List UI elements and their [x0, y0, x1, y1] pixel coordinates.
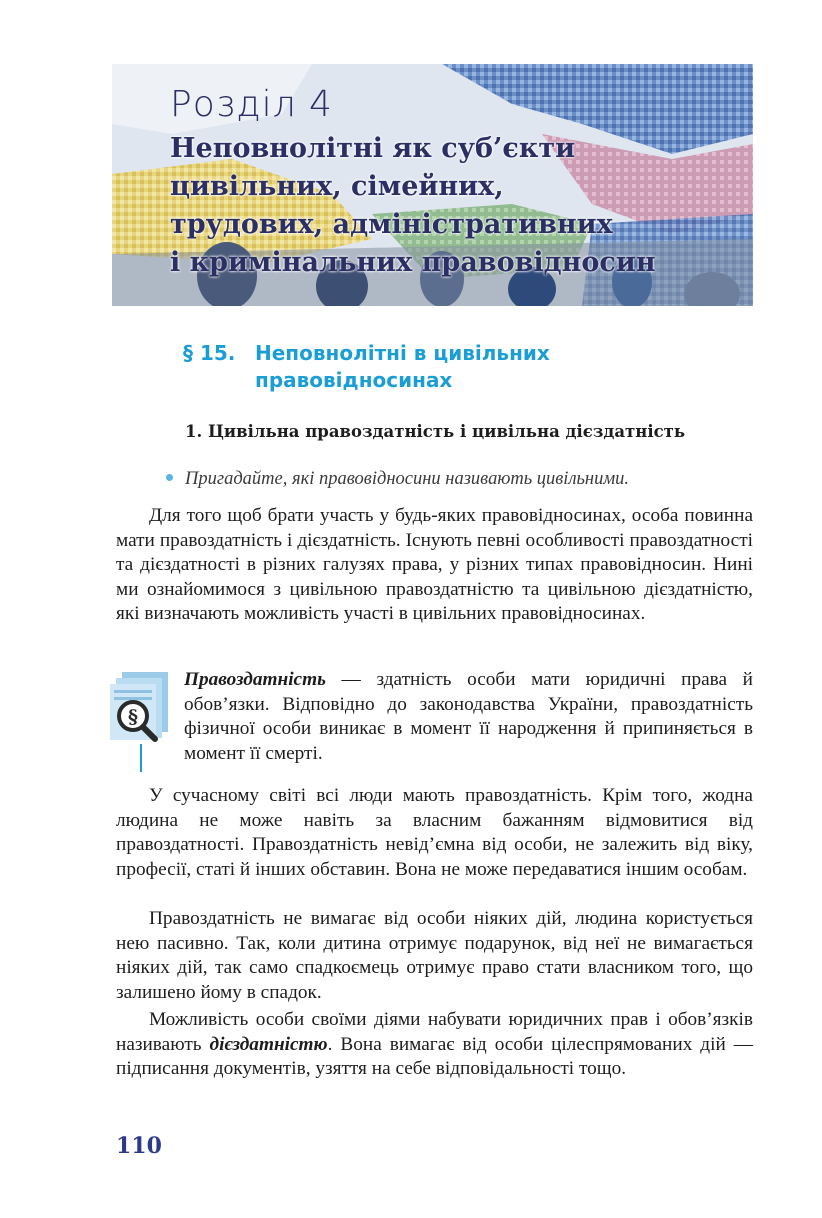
- page-number: 110: [116, 1133, 162, 1159]
- paragraph-modern-world: У сучасному світі всі люди мають правоздатність. Крім того, жодна людина не може навіть за власним бажанням відмовитися від правоздатності. Правоздатність невід’ємна від особи, не залежить від віку, професії, статі й інших обставин. Вона не може передаватися іншим особам.: [116, 785, 753, 880]
- bullet-dot-icon: [166, 474, 173, 481]
- section-title-line2: правовідносинах: [255, 368, 453, 392]
- section-heading: [183, 340, 663, 394]
- recall-prompt-text: Пригадайте, які правовідносини називають цивільними.: [185, 469, 630, 489]
- section-title-line1: Неповнолітні в цивільних: [255, 341, 550, 365]
- paragraph-passive: Правоздатність не вимагає від особи ніяких дій, людина користується нею пасивно. Так, коли дитина отримує подарунок, від неї не вимагається ніяких дій, так само спадкоємець отримує право стати власником того, що залишено йому в спадок.: [116, 908, 753, 1003]
- document-magnifier-icon: [108, 670, 172, 774]
- definition-block: [184, 668, 753, 766]
- chapter-banner: [112, 64, 753, 306]
- recall-prompt: [166, 469, 629, 490]
- paragraph-intro: Для того щоб брати участь у будь-яких правовідносинах, особа повинна мати правоздатність і дієздатність. Існують певні особливості правоздатності та дієздатності в різних галузях права, у різних типах правовідносин. Нині ми ознайомимося з цивільною правоздатністю та цивільною дієздатністю, які визначають можливість участі в цивільних правовідносинах.: [116, 505, 753, 625]
- definition-text: — здатність особи мати юридичні права й обов’язки. Відповідно до законодавства України, правоздатність фізичної особи виникає в момент її народження й припиняється в момент її смерті.: [184, 669, 753, 764]
- icon-section-sign: §: [128, 706, 138, 728]
- chapter-title: Неповнолітні як суб’єкти цивільних, сімейних, трудових, адміністративних і кримінальних правовідносин: [170, 133, 656, 278]
- paragraph-capacity-start: Можливість особи своїми діями набувати юридичних прав і обов’язків називають: [116, 1009, 753, 1055]
- section-number: § 15.: [183, 341, 236, 365]
- capacity-term: дієздатністю: [209, 1033, 328, 1055]
- subsection-heading: 1. Цивільна правоздатність і цивільна дієздатність: [185, 422, 686, 441]
- paragraph-capacity: [116, 1008, 753, 1082]
- chapter-label: Розділ 4: [170, 84, 333, 125]
- paragraph-capacity-end: . Вона вимагає від особи цілеспрямованих дій — підписання документів, узяття на себе відповідальності тощо.: [116, 1033, 753, 1080]
- definition-term: Правоздатність: [184, 669, 326, 690]
